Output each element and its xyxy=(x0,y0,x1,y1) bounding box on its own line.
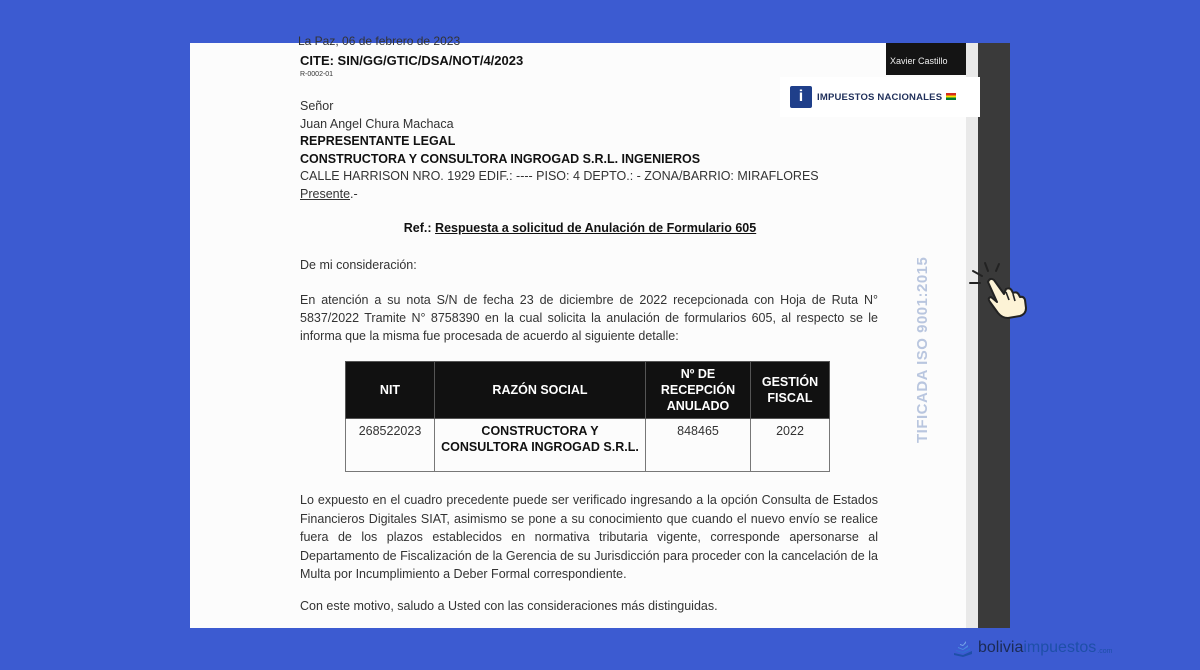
impuestos-logo-icon: i xyxy=(790,86,812,108)
body-paragraph-1: En atención a su nota S/N de fecha 23 de diciembre de 2022 recepcionada con Hoja de Ruta N° 5837/2022 Tramite N° 8758390 en la cual solicita la anulación de formularios 605, al respecto se le informa que la misma fue procesada de acuerdo al siguiente detalle: xyxy=(300,293,878,343)
reference-line xyxy=(190,221,970,235)
ref-label: Ref.: xyxy=(403,221,432,235)
cell-recepcion: 848465 xyxy=(646,419,751,472)
body-paragraph-2: Lo expuesto en el cuadro precedente puede ser verificado ingresando a la opción Consulta de Estados Financieros Digitales SIAT, asimismo se pone a su conocimiento que cuando el nuevo envío se realice fuera de los plazos establecidos en normativa tributaria vigente, corresponde apersonarse al Departamento de Fiscalización de la Gerencia de su Jurisdicción para proceder con la cancelación de la Multa por Incumplimiento a Deber Formal correspondiente. xyxy=(300,493,878,581)
col-header-razon-social: RAZÓN SOCIAL xyxy=(435,362,646,419)
brand-suffix: .com xyxy=(1097,647,1113,655)
presente-label: Presente xyxy=(300,186,351,201)
boliviaimpuestos-logo xyxy=(952,639,1112,657)
table-row xyxy=(346,419,830,472)
side-panel xyxy=(978,43,1010,628)
page-edge xyxy=(966,43,978,628)
date-line: La Paz, 06 de febrero de 2023 xyxy=(298,34,461,48)
table-header-row xyxy=(346,362,830,419)
greeting: De mi consideración: xyxy=(300,258,417,272)
recipient-name: Juan Angel Chura Machaca xyxy=(300,116,454,131)
iso-watermark: TIFICADA ISO 9001:2015 xyxy=(914,256,931,443)
col-header-recepcion: Nº DE RECEPCIÓN ANULADO xyxy=(646,362,751,419)
cell-razon-social: CONSTRUCTORA Y CONSULTORA INGROGAD S.R.L. xyxy=(435,419,646,472)
presenter-name-tag: Xavier Castillo xyxy=(886,43,1010,75)
presente-suffix: .- xyxy=(350,186,358,201)
col-header-gestion: GESTIÓN FISCAL xyxy=(751,362,830,419)
salutation: Señor xyxy=(300,99,334,113)
hand-pointer-icon xyxy=(968,262,1030,320)
recipient-address: CALLE HARRISON NRO. 1929 EDIF.: ---- PISO: 4 DEPTO.: - ZONA/BARRIO: MIRAFLORES xyxy=(300,169,819,183)
book-logo-icon xyxy=(952,639,974,657)
recipient-role: REPRESENTANTE LEGAL xyxy=(300,134,456,148)
brand-part-1: bolivia xyxy=(978,639,1024,656)
recipient-block xyxy=(300,98,819,203)
cite-number: CITE: SIN/GG/GTIC/DSA/NOT/4/2023 xyxy=(300,53,524,68)
closing-line: Con este motivo, saludo a Usted con las consideraciones más distinguidas. xyxy=(300,599,718,613)
ref-text: Respuesta a solicitud de Anulación de Formulario 605 xyxy=(435,221,757,235)
recipient-company: CONSTRUCTORA Y CONSULTORA INGROGAD S.R.L. INGENIEROS xyxy=(300,151,701,166)
cell-gestion: 2022 xyxy=(751,419,830,472)
bolivia-flag-icon xyxy=(946,93,956,100)
col-header-nit: NIT xyxy=(346,362,435,419)
document-page xyxy=(190,34,1113,656)
logo-text: IMPUESTOS NACIONALES xyxy=(817,91,943,103)
brand-part-2: impuestos xyxy=(1023,639,1097,656)
cell-nit: 268522023 xyxy=(346,419,435,472)
detail-table xyxy=(345,361,830,472)
form-code: R-0002-01 xyxy=(300,71,334,78)
